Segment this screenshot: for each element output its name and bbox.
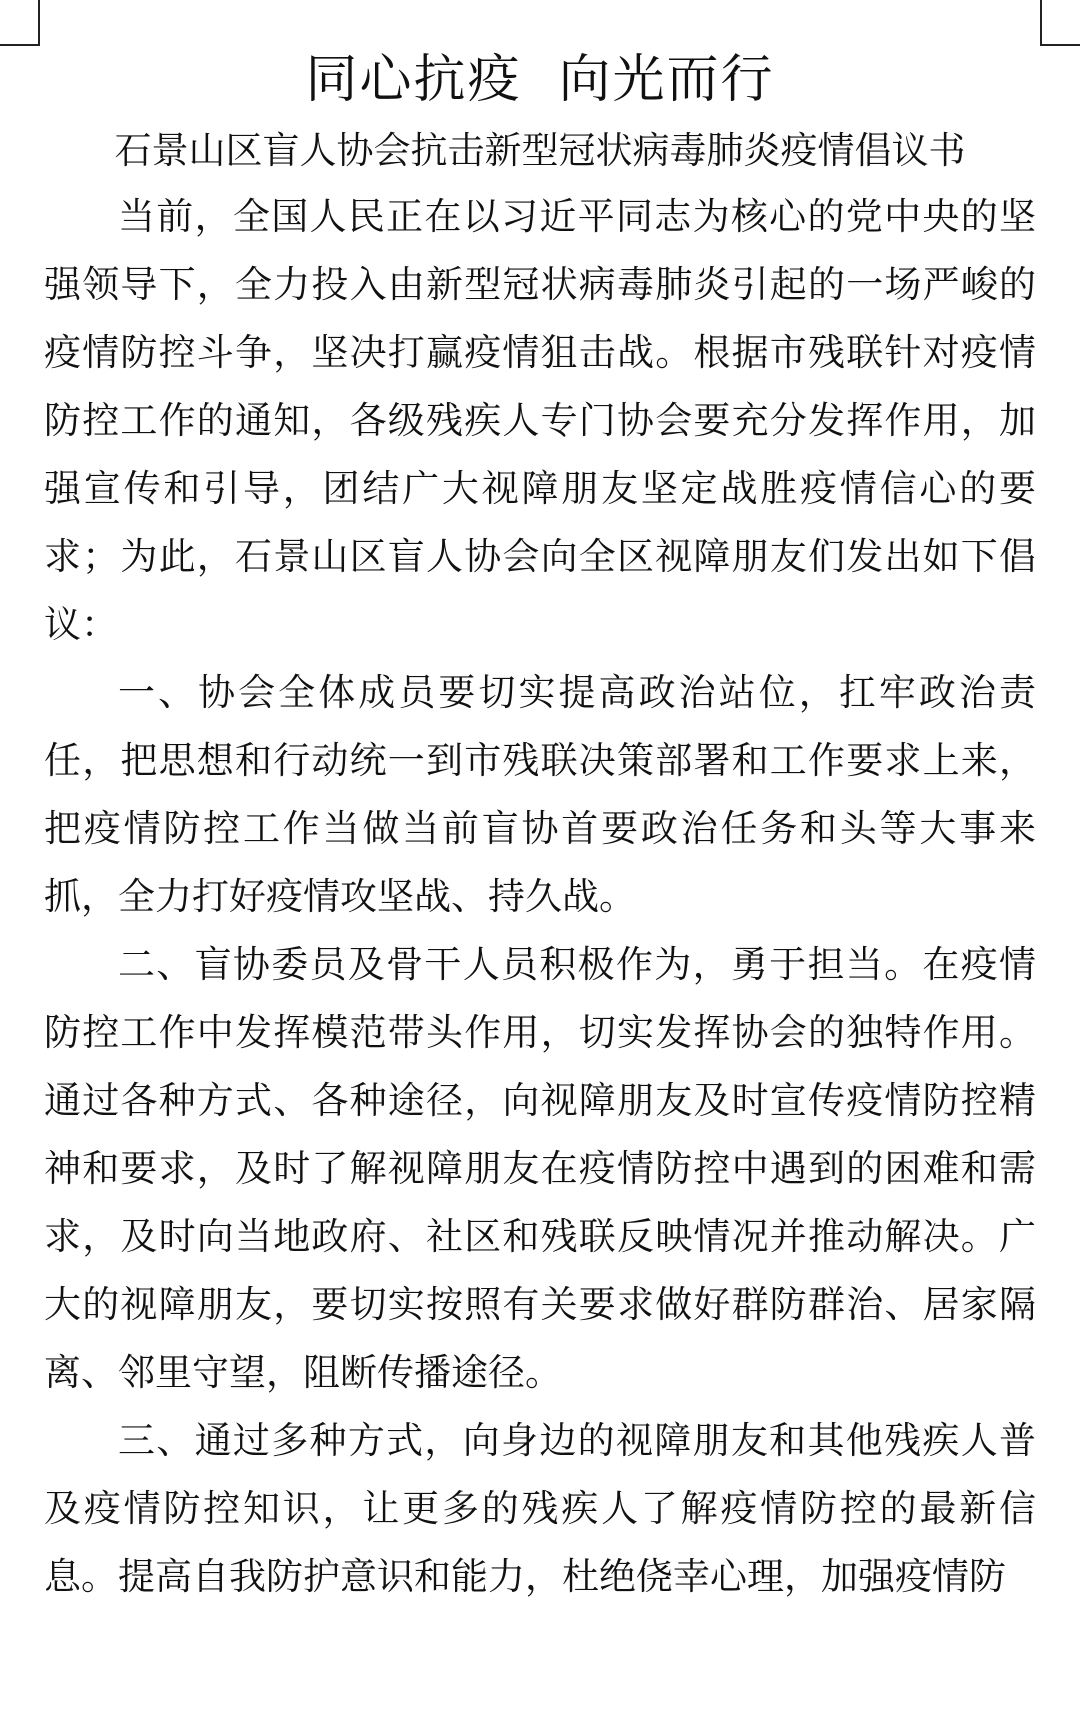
paragraph-item-3: 三、通过多种方式，向身边的视障朋友和其他残疾人普及疫情防控知识，让更多的残疾人了解疫情防控的最新信息。提高自我防护意识和能力，杜绝侥幸心理，加强疫情防 [44,1419,1036,1598]
paragraph-item-2: 二、盲协委员及骨干人员积极作为，勇于担当。在疫情防控工作中发挥模范带头作用，切实发挥协会的独特作用。通过各种方式、各种途径，向视障朋友及时宣传疫情防控精神和要求，及时了解视障朋友在疫情防控中遇到的困难和需求，及时向当地政府、社区和残联反映情况并推动解决。广大的视障朋友，要切实按照有关要求做好群防群治、居家隔离、邻里守望，阻断传播途径。 [44,943,1036,1394]
document-subtitle: 石景山区盲人协会抗击新型冠状病毒肺炎疫情倡议书 [114,129,966,172]
paragraph-item-1: 一、协会全体成员要切实提高政治站位，扛牢政治责任，把思想和行动统一到市残联决策部署和工作要求上来，把疫情防控工作当做当前盲协首要政治任务和头等大事来抓，全力打好疫情攻坚战、持久战。 [44,671,1036,918]
document-title: 同心抗疫 向光而行 [305,50,775,110]
document-body [44,183,1036,1611]
paragraph-intro: 当前，全国人民正在以习近平同志为核心的党中央的坚强领导下，全力投入由新型冠状病毒肺炎引起的一场严峻的疫情防控斗争，坚决打赢疫情狙击战。根据市残联针对疫情防控工作的通知，各级残疾人专门协会要充分发挥作用，加强宣传和引导，团结广大视障朋友坚定战胜疫情信心的要求；为此，石景山区盲人协会向全区视障朋友们发出如下倡议： [44,195,1036,646]
